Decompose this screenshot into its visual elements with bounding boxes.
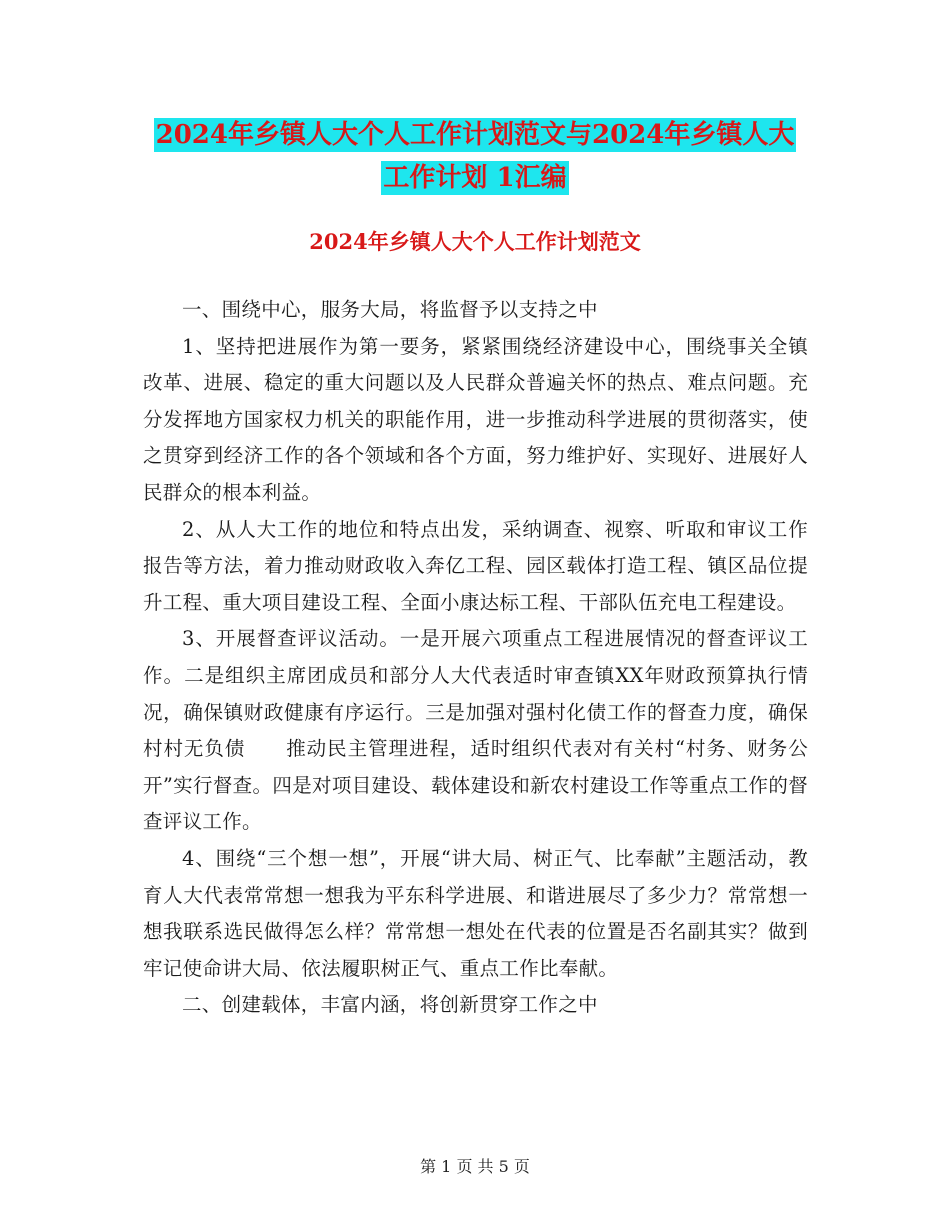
paragraph: 二、创建载体，丰富内涵，将创新贯穿工作之中 bbox=[182, 993, 598, 1017]
page-footer: 第 1 页 共 5 页 bbox=[420, 1157, 530, 1176]
paragraph: 一、围绕中心，服务大局，将监督予以支持之中 bbox=[182, 298, 598, 321]
paragraph: 1、坚持把进展作为第一要务，紧紧围绕经济建设中心，围绕事关全镇改革、进展、稳定的重大问题以及人民群众普遍关怀的热点、难点问题。充分发挥地方国家权力机关的职能作用，进一步推动科学进展的贯彻落实，使之贯穿到经济工作的各个领域和各个方面，努力维护好、实现好、进展好人民群众的根本利益。 bbox=[143, 334, 808, 504]
title-highlight: 2024年乡镇人大个人工作计划范文与2024年乡镇人大 bbox=[155, 120, 795, 150]
document-title-line-2 bbox=[0, 157, 950, 194]
paragraph: 4、围绕“三个想一想”，开展“讲大局、树正气、比奉献”主题活动，教育人大代表常常想一想我为平东科学进展、和谐进展尽了多少力？常常想一想我联系选民做得怎么样？常常想一想处在代表的位置是否名副其实？做到牢记使命讲大局、依法履职树正气、重点工作比奉献。 bbox=[143, 846, 808, 980]
paragraph: 2、从人大工作的地位和特点出发，采纳调查、视察、听取和审议工作报告等方法，着力推动财政收入奔亿工程、园区载体打造工程、镇区品位提升工程、重大项目建设工程、全面小康达标工程、干部队伍充电工程建设。 bbox=[143, 517, 808, 614]
section-title: 2024年乡镇人大个人工作计划范文 bbox=[309, 229, 641, 254]
document-title-line-1 bbox=[0, 114, 950, 151]
title-highlight: 工作计划 1汇编 bbox=[383, 163, 567, 193]
paragraph: 3、开展督查评议活动。一是开展六项重点工程进展情况的督查评议工作。二是组织主席团成员和部分人大代表适时审查镇XX年财政预算执行情况，确保镇财政健康有序运行。三是加强对强村化债工作的督查力度，确保村村无负债 推动民主管理进程，适时组织代表对有关村“村务、财务公开”实行督查。四是对项目建设、载体建设和新农村建设工作等重点工作的督查评议工作。 bbox=[143, 627, 808, 834]
document-body bbox=[143, 292, 808, 1024]
